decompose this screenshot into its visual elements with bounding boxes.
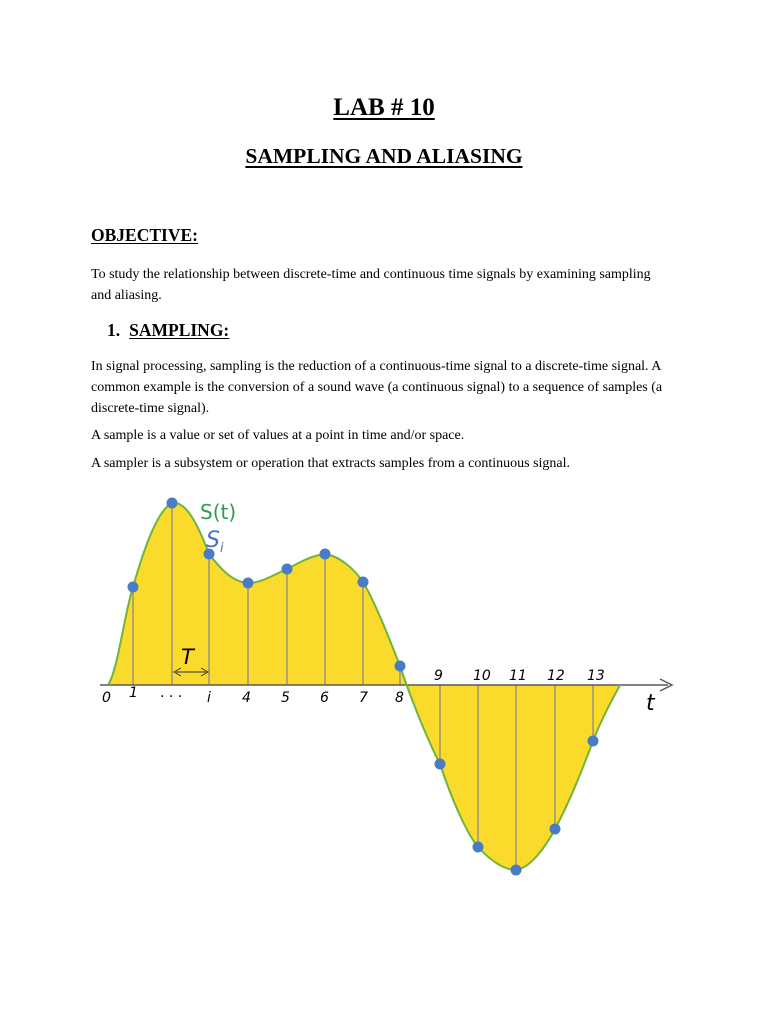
sample-label-subscript: i [219,541,224,556]
sample-label-base: S [206,528,220,553]
sample-point [358,577,369,588]
sample-point [320,549,331,560]
period-label: T [181,645,194,669]
tick-label: 11 [509,668,527,684]
tick-label: 8 [395,690,404,706]
objective-heading: OBJECTIVE: [91,225,198,245]
sample-point [550,824,561,835]
tick-label: 4 [242,690,251,706]
section-paragraph-1: In signal processing, sampling is the reduction of a continuous-time signal to a discrete-time signal. A common example is the conversion of a sound wave (a continuous signal) to a sequence of samples (a discrete-time signal). [91,359,663,416]
sample-point [282,564,293,575]
tick-label: 0 [102,690,111,706]
tick-label: 13 [587,668,605,684]
sample-point [588,736,599,747]
tick-label: 10 [473,668,491,684]
section-title: SAMPLING: [129,320,230,340]
tick-label: 1 [129,685,138,701]
section-number: 1. [107,320,121,340]
sample-point [128,582,139,593]
sample-point [395,661,406,672]
tick-label: 9 [434,668,443,684]
sample-point [511,865,522,876]
section-paragraph-3: A sampler is a subsystem or operation that extracts samples from a continuous signal. [91,456,571,471]
tick-label: i [207,690,211,706]
lab-title: LAB # 10 [333,94,435,121]
sample-point [435,759,446,770]
tick-label: 6 [320,690,329,706]
sample-point [167,498,178,509]
tick-label: 12 [547,668,565,684]
axis-label: t [646,691,655,716]
sample-point [473,842,484,853]
tick-label: 5 [281,690,290,706]
lab-subtitle: SAMPLING AND ALIASING [245,144,523,168]
sample-label [206,528,224,556]
section-paragraph-2: A sample is a value or set of values at a point in time and/or space. [91,428,465,443]
tick-label: . . . [160,685,183,701]
sample-point [243,578,254,589]
tick-label: 7 [359,690,368,706]
signal-label: S(t) [200,500,237,524]
signal-area-fill [108,503,620,870]
objective-text: To study the relationship between discrete-time and continuous time signals by examining sampling and aliasing. [91,267,651,303]
